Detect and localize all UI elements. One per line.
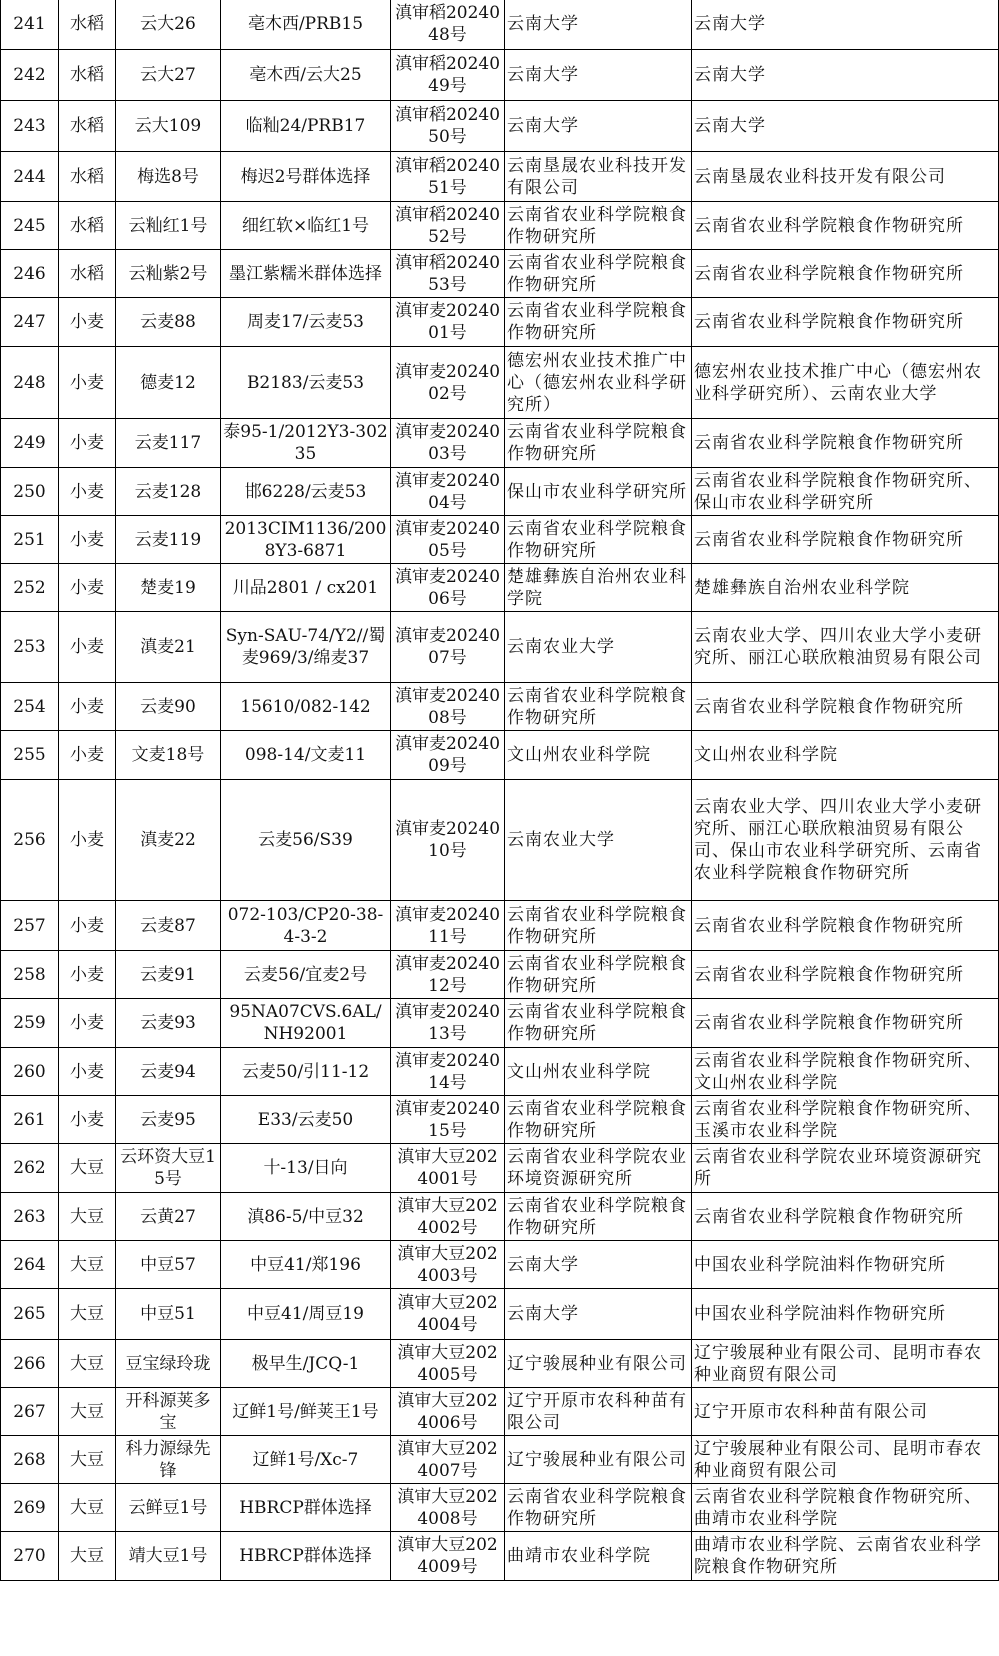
row-number: 248	[1, 347, 59, 419]
crop-cell: 小麦	[59, 516, 116, 564]
applicant-cell: 文山州农业科学院	[505, 1048, 692, 1096]
variety-name-cell: 楚麦19	[116, 564, 221, 612]
table-row	[1, 612, 999, 683]
variety-name-cell: 靖大豆1号	[116, 1532, 221, 1581]
approval-number-cell: 滇审麦2024011号	[391, 901, 505, 951]
approval-number-cell: 滇审麦2024013号	[391, 999, 505, 1048]
approval-number-cell: 滇审稻2024052号	[391, 202, 505, 250]
row-number: 255	[1, 731, 59, 780]
pedigree-cell: B2183/云麦53	[221, 347, 391, 419]
approval-number-cell: 滇审麦2024015号	[391, 1096, 505, 1144]
approval-number-cell: 滇审大豆2024006号	[391, 1388, 505, 1436]
pedigree-cell: 泰95-1/2012Y3-30235	[221, 419, 391, 468]
applicant-cell: 云南省农业科学院农业环境资源研究所	[505, 1144, 692, 1193]
row-number: 244	[1, 152, 59, 202]
row-number: 269	[1, 1484, 59, 1532]
table-row	[1, 468, 999, 516]
table-row	[1, 516, 999, 564]
pedigree-cell: 亳木西/云大25	[221, 50, 391, 101]
row-number: 267	[1, 1388, 59, 1436]
approval-number-cell: 滇审稻2024053号	[391, 250, 505, 298]
breeder-cell: 云南省农业科学院粮食作物研究所	[692, 202, 999, 250]
pedigree-cell: HBRCP群体选择	[221, 1532, 391, 1581]
approval-number-cell: 滇审麦2024007号	[391, 612, 505, 683]
crop-cell: 水稻	[59, 250, 116, 298]
table-row	[1, 564, 999, 612]
row-number: 258	[1, 951, 59, 999]
applicant-cell: 云南省农业科学院粮食作物研究所	[505, 1484, 692, 1532]
variety-name-cell: 云籼紫2号	[116, 250, 221, 298]
applicant-cell: 云南省农业科学院粮食作物研究所	[505, 683, 692, 731]
breeder-cell: 辽宁骏展种业有限公司、昆明市春农种业商贸有限公司	[692, 1340, 999, 1388]
approval-number-cell: 滇审大豆2024004号	[391, 1289, 505, 1340]
row-number: 256	[1, 780, 59, 901]
table-row	[1, 0, 999, 50]
crop-cell: 大豆	[59, 1532, 116, 1581]
approval-number-cell: 滇审麦2024006号	[391, 564, 505, 612]
applicant-cell: 云南省农业科学院粮食作物研究所	[505, 901, 692, 951]
variety-name-cell: 云麦117	[116, 419, 221, 468]
breeder-cell: 云南省农业科学院粮食作物研究所	[692, 419, 999, 468]
pedigree-cell: 云麦56/S39	[221, 780, 391, 901]
crop-cell: 水稻	[59, 152, 116, 202]
crop-cell: 大豆	[59, 1340, 116, 1388]
row-number: 247	[1, 298, 59, 347]
variety-name-cell: 云麦94	[116, 1048, 221, 1096]
approval-number-cell: 滇审麦2024001号	[391, 298, 505, 347]
row-number: 261	[1, 1096, 59, 1144]
row-number: 259	[1, 999, 59, 1048]
pedigree-cell: 中豆41/郑196	[221, 1241, 391, 1289]
table-row	[1, 731, 999, 780]
approval-number-cell: 滇审稻2024048号	[391, 0, 505, 50]
row-number: 252	[1, 564, 59, 612]
breeder-cell: 云南省农业科学院粮食作物研究所	[692, 951, 999, 999]
row-number: 249	[1, 419, 59, 468]
breeder-cell: 云南垦晟农业科技开发有限公司	[692, 152, 999, 202]
table-row	[1, 1241, 999, 1289]
pedigree-cell: 梅迟2号群体选择	[221, 152, 391, 202]
table-row	[1, 1048, 999, 1096]
pedigree-cell: 邯6228/云麦53	[221, 468, 391, 516]
crop-cell: 大豆	[59, 1144, 116, 1193]
pedigree-cell: 辽鲜1号/鲜荚王1号	[221, 1388, 391, 1436]
variety-name-cell: 云大26	[116, 0, 221, 50]
pedigree-cell: 极早生/JCQ-1	[221, 1340, 391, 1388]
applicant-cell: 云南省农业科学院粮食作物研究所	[505, 1096, 692, 1144]
table-row	[1, 152, 999, 202]
breeder-cell: 德宏州农业技术推广中心（德宏州农业科学研究所）、云南农业大学	[692, 347, 999, 419]
crop-cell: 小麦	[59, 901, 116, 951]
breeder-cell: 云南省农业科学院粮食作物研究所、玉溪市农业科学院	[692, 1096, 999, 1144]
approval-number-cell: 滇审麦2024009号	[391, 731, 505, 780]
table-row	[1, 250, 999, 298]
pedigree-cell: 098-14/文麦11	[221, 731, 391, 780]
variety-name-cell: 开科源荚多宝	[116, 1388, 221, 1436]
crop-cell: 小麦	[59, 951, 116, 999]
row-number: 266	[1, 1340, 59, 1388]
pedigree-cell: 云麦56/宜麦2号	[221, 951, 391, 999]
crop-cell: 小麦	[59, 999, 116, 1048]
breeder-cell: 云南省农业科学院粮食作物研究所	[692, 1193, 999, 1241]
table-row	[1, 101, 999, 152]
variety-name-cell: 豆宝绿玲珑	[116, 1340, 221, 1388]
crop-cell: 小麦	[59, 683, 116, 731]
approval-number-cell: 滇审麦2024005号	[391, 516, 505, 564]
variety-name-cell: 中豆57	[116, 1241, 221, 1289]
pedigree-cell: 中豆41/周豆19	[221, 1289, 391, 1340]
table-row	[1, 1289, 999, 1340]
variety-name-cell: 云黄27	[116, 1193, 221, 1241]
row-number: 245	[1, 202, 59, 250]
applicant-cell: 云南省农业科学院粮食作物研究所	[505, 951, 692, 999]
variety-name-cell: 云麦95	[116, 1096, 221, 1144]
approval-number-cell: 滇审麦2024003号	[391, 419, 505, 468]
breeder-cell: 云南大学	[692, 101, 999, 152]
crop-cell: 大豆	[59, 1436, 116, 1484]
table-row	[1, 298, 999, 347]
crop-cell: 小麦	[59, 468, 116, 516]
applicant-cell: 云南大学	[505, 50, 692, 101]
variety-name-cell: 中豆51	[116, 1289, 221, 1340]
crop-cell: 水稻	[59, 202, 116, 250]
variety-name-cell: 云大109	[116, 101, 221, 152]
crop-cell: 小麦	[59, 1096, 116, 1144]
applicant-cell: 辽宁开原市农科种苗有限公司	[505, 1388, 692, 1436]
crop-cell: 大豆	[59, 1193, 116, 1241]
pedigree-cell: E33/云麦50	[221, 1096, 391, 1144]
variety-name-cell: 云麦128	[116, 468, 221, 516]
crop-cell: 小麦	[59, 731, 116, 780]
pedigree-cell: Syn-SAU-74/Y2//蜀麦969/3/绵麦37	[221, 612, 391, 683]
variety-name-cell: 滇麦22	[116, 780, 221, 901]
crop-cell: 大豆	[59, 1388, 116, 1436]
approval-number-cell: 滇审大豆2024001号	[391, 1144, 505, 1193]
crop-cell: 小麦	[59, 780, 116, 901]
row-number: 253	[1, 612, 59, 683]
breeder-cell: 云南农业大学、四川农业大学小麦研究所、丽江心联欣粮油贸易有限公司	[692, 612, 999, 683]
approval-number-cell: 滇审麦2024012号	[391, 951, 505, 999]
approval-number-cell: 滇审大豆2024003号	[391, 1241, 505, 1289]
breeder-cell: 中国农业科学院油料作物研究所	[692, 1289, 999, 1340]
row-number: 241	[1, 0, 59, 50]
crop-cell: 大豆	[59, 1241, 116, 1289]
applicant-cell: 云南农业大学	[505, 780, 692, 901]
table-row	[1, 1532, 999, 1581]
row-number: 268	[1, 1436, 59, 1484]
variety-name-cell: 云麦91	[116, 951, 221, 999]
breeder-cell: 云南农业大学、四川农业大学小麦研究所、丽江心联欣粮油贸易有限公司、保山市农业科学研究所、云南省农业科学院粮食作物研究所	[692, 780, 999, 901]
table-row	[1, 999, 999, 1048]
row-number: 270	[1, 1532, 59, 1581]
crop-cell: 小麦	[59, 298, 116, 347]
breeder-cell: 云南省农业科学院农业环境资源研究所	[692, 1144, 999, 1193]
breeder-cell: 文山州农业科学院	[692, 731, 999, 780]
row-number: 262	[1, 1144, 59, 1193]
breeder-cell: 辽宁骏展种业有限公司、昆明市春农种业商贸有限公司	[692, 1436, 999, 1484]
crop-cell: 小麦	[59, 1048, 116, 1096]
approval-number-cell: 滇审稻2024049号	[391, 50, 505, 101]
pedigree-cell: 细红软×临红1号	[221, 202, 391, 250]
pedigree-cell: 临籼24/PRB17	[221, 101, 391, 152]
row-number: 264	[1, 1241, 59, 1289]
pedigree-cell: 95NA07CVS.6AL/NH92001	[221, 999, 391, 1048]
applicant-cell: 德宏州农业技术推广中心（德宏州农业科学研究所）	[505, 347, 692, 419]
applicant-cell: 云南省农业科学院粮食作物研究所	[505, 250, 692, 298]
breeder-cell: 曲靖市农业科学院、云南省农业科学院粮食作物研究所	[692, 1532, 999, 1581]
variety-name-cell: 云麦90	[116, 683, 221, 731]
table-row	[1, 419, 999, 468]
table-row	[1, 1096, 999, 1144]
table-row	[1, 780, 999, 901]
table-row	[1, 1484, 999, 1532]
variety-name-cell: 梅选8号	[116, 152, 221, 202]
crop-cell: 大豆	[59, 1289, 116, 1340]
row-number: 265	[1, 1289, 59, 1340]
crop-cell: 大豆	[59, 1484, 116, 1532]
approval-number-cell: 滇审麦2024014号	[391, 1048, 505, 1096]
breeder-cell: 云南省农业科学院粮食作物研究所	[692, 683, 999, 731]
pedigree-cell: 墨江紫糯米群体选择	[221, 250, 391, 298]
table-row	[1, 50, 999, 101]
variety-name-cell: 云环资大豆15号	[116, 1144, 221, 1193]
applicant-cell: 云南省农业科学院粮食作物研究所	[505, 298, 692, 347]
table-row	[1, 1193, 999, 1241]
breeder-cell: 云南省农业科学院粮食作物研究所	[692, 516, 999, 564]
row-number: 246	[1, 250, 59, 298]
applicant-cell: 保山市农业科学研究所	[505, 468, 692, 516]
applicant-cell: 辽宁骏展种业有限公司	[505, 1340, 692, 1388]
approval-number-cell: 滇审大豆2024007号	[391, 1436, 505, 1484]
variety-name-cell: 云大27	[116, 50, 221, 101]
applicant-cell: 楚雄彝族自治州农业科学院	[505, 564, 692, 612]
variety-name-cell: 云麦87	[116, 901, 221, 951]
table-row	[1, 951, 999, 999]
crop-cell: 小麦	[59, 419, 116, 468]
table-row	[1, 1436, 999, 1484]
variety-name-cell: 德麦12	[116, 347, 221, 419]
approval-number-cell: 滇审麦2024008号	[391, 683, 505, 731]
pedigree-cell: 周麦17/云麦53	[221, 298, 391, 347]
approval-number-cell: 滇审大豆2024008号	[391, 1484, 505, 1532]
pedigree-cell: 亳木西/PRB15	[221, 0, 391, 50]
variety-name-cell: 云麦88	[116, 298, 221, 347]
crop-cell: 小麦	[59, 564, 116, 612]
breeder-cell: 中国农业科学院油料作物研究所	[692, 1241, 999, 1289]
variety-name-cell: 云鲜豆1号	[116, 1484, 221, 1532]
pedigree-cell: 滇86-5/中豆32	[221, 1193, 391, 1241]
approval-number-cell: 滇审麦2024010号	[391, 780, 505, 901]
row-number: 260	[1, 1048, 59, 1096]
crop-cell: 水稻	[59, 50, 116, 101]
row-number: 243	[1, 101, 59, 152]
row-number: 242	[1, 50, 59, 101]
row-number: 257	[1, 901, 59, 951]
variety-name-cell: 科力源绿先锋	[116, 1436, 221, 1484]
table-row	[1, 1340, 999, 1388]
approval-number-cell: 滇审大豆2024009号	[391, 1532, 505, 1581]
row-number: 263	[1, 1193, 59, 1241]
variety-name-cell: 云麦93	[116, 999, 221, 1048]
breeder-cell: 云南省农业科学院粮食作物研究所、文山州农业科学院	[692, 1048, 999, 1096]
breeder-cell: 云南省农业科学院粮食作物研究所	[692, 250, 999, 298]
breeder-cell: 云南省农业科学院粮食作物研究所、曲靖市农业科学院	[692, 1484, 999, 1532]
variety-name-cell: 云麦119	[116, 516, 221, 564]
approval-number-cell: 滇审大豆2024002号	[391, 1193, 505, 1241]
applicant-cell: 云南大学	[505, 0, 692, 50]
approval-number-cell: 滇审稻2024051号	[391, 152, 505, 202]
row-number: 254	[1, 683, 59, 731]
table-row	[1, 901, 999, 951]
applicant-cell: 云南省农业科学院粮食作物研究所	[505, 419, 692, 468]
applicant-cell: 文山州农业科学院	[505, 731, 692, 780]
table-body	[1, 0, 999, 1581]
applicant-cell: 云南省农业科学院粮食作物研究所	[505, 999, 692, 1048]
crop-cell: 小麦	[59, 612, 116, 683]
crop-cell: 水稻	[59, 0, 116, 50]
crop-cell: 小麦	[59, 347, 116, 419]
crop-cell: 水稻	[59, 101, 116, 152]
applicant-cell: 云南垦晟农业科技开发有限公司	[505, 152, 692, 202]
pedigree-cell: 十-13/日向	[221, 1144, 391, 1193]
applicant-cell: 云南大学	[505, 1289, 692, 1340]
table-row	[1, 683, 999, 731]
variety-name-cell: 滇麦21	[116, 612, 221, 683]
applicant-cell: 云南农业大学	[505, 612, 692, 683]
table-row	[1, 1388, 999, 1436]
pedigree-cell: HBRCP群体选择	[221, 1484, 391, 1532]
table-row	[1, 347, 999, 419]
pedigree-cell: 2013CIM1136/2008Y3-6871	[221, 516, 391, 564]
applicant-cell: 辽宁骏展种业有限公司	[505, 1436, 692, 1484]
applicant-cell: 曲靖市农业科学院	[505, 1532, 692, 1581]
breeder-cell: 云南省农业科学院粮食作物研究所	[692, 999, 999, 1048]
pedigree-cell: 川品2801 / cx201	[221, 564, 391, 612]
breeder-cell: 楚雄彝族自治州农业科学院	[692, 564, 999, 612]
breeder-cell: 云南大学	[692, 0, 999, 50]
table-row	[1, 202, 999, 250]
variety-name-cell: 云籼红1号	[116, 202, 221, 250]
approval-number-cell: 滇审麦2024004号	[391, 468, 505, 516]
applicant-cell: 云南省农业科学院粮食作物研究所	[505, 202, 692, 250]
pedigree-cell: 15610/082-142	[221, 683, 391, 731]
breeder-cell: 云南省农业科学院粮食作物研究所	[692, 901, 999, 951]
pedigree-cell: 辽鲜1号/Xc-7	[221, 1436, 391, 1484]
applicant-cell: 云南省农业科学院粮食作物研究所	[505, 516, 692, 564]
breeder-cell: 云南大学	[692, 50, 999, 101]
pedigree-cell: 云麦50/引11-12	[221, 1048, 391, 1096]
breeder-cell: 辽宁开原市农科种苗有限公司	[692, 1388, 999, 1436]
applicant-cell: 云南大学	[505, 1241, 692, 1289]
approval-number-cell: 滇审稻2024050号	[391, 101, 505, 152]
breeder-cell: 云南省农业科学院粮食作物研究所	[692, 298, 999, 347]
pedigree-cell: 072-103/CP20-38-4-3-2	[221, 901, 391, 951]
table-row	[1, 1144, 999, 1193]
variety-name-cell: 文麦18号	[116, 731, 221, 780]
row-number: 251	[1, 516, 59, 564]
applicant-cell: 云南省农业科学院粮食作物研究所	[505, 1193, 692, 1241]
approval-number-cell: 滇审大豆2024005号	[391, 1340, 505, 1388]
approval-number-cell: 滇审麦2024002号	[391, 347, 505, 419]
applicant-cell: 云南大学	[505, 101, 692, 152]
row-number: 250	[1, 468, 59, 516]
breeder-cell: 云南省农业科学院粮食作物研究所、保山市农业科学研究所	[692, 468, 999, 516]
